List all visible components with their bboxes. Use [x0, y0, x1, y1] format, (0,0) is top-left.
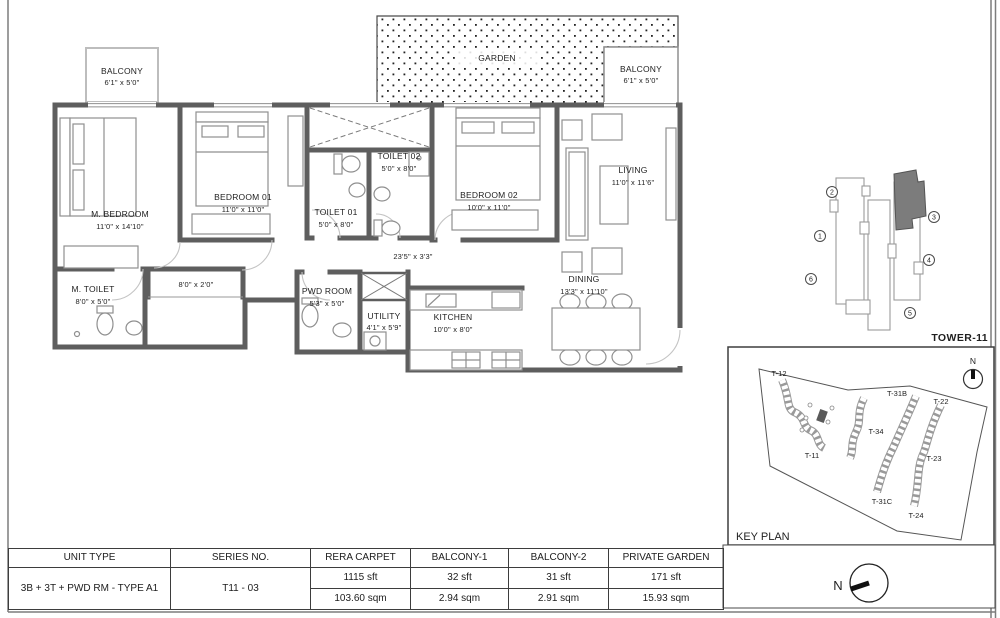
highlighted-unit [894, 170, 926, 230]
tower-label-t11: T-11 [804, 451, 820, 460]
header-balcony-2: BALCONY-2 [509, 549, 609, 568]
living-label: LIVING [618, 165, 648, 175]
kitchen-dims: 10'0" x 8'0" [433, 325, 473, 334]
rera-carpet-sqm: 103.60 sqm [311, 589, 411, 610]
dining-table-icon [552, 294, 640, 365]
toilet-01-label: TOILET 01 [314, 207, 358, 217]
header-rera-carpet: RERA CARPET [311, 549, 411, 568]
tower-label-t22: T-22 [933, 397, 949, 406]
unit-number-5: 5 [908, 310, 912, 318]
pwd-room-label: PWD ROOM [301, 286, 353, 296]
balcony-left [86, 48, 158, 102]
unit-number-3: 3 [932, 214, 936, 222]
compass-north-label: N [833, 578, 843, 593]
table-row [9, 568, 724, 589]
pwd-room-dims: 5'3" x 5'0" [309, 299, 345, 308]
m-toilet-label: M. TOILET [71, 284, 115, 294]
key-plan [728, 347, 994, 545]
toilet-02-label: TOILET 02 [377, 151, 421, 161]
washer-icon [364, 332, 386, 350]
tower-label-t31c: T-31C [871, 497, 893, 506]
garden-label: GARDEN [478, 53, 516, 63]
balcony2-sft: 31 sft [509, 568, 609, 589]
header-private-garden: PRIVATE GARDEN [609, 549, 724, 568]
header-balcony-1: BALCONY-1 [411, 549, 509, 568]
utility-label: UTILITY [367, 311, 401, 321]
bedroom-01-dims: 11'0" x 11'0" [221, 205, 265, 214]
header-unit-type: UNIT TYPE [9, 549, 171, 568]
compass-panel [723, 545, 995, 608]
bedroom-01-label: BEDROOM 01 [214, 192, 272, 202]
balcony2-sqm: 2.91 sqm [509, 589, 609, 610]
private-garden-sft: 171 sft [609, 568, 724, 589]
tower-label: TOWER-11 [931, 332, 988, 344]
bedroom-02-label: BEDROOM 02 [460, 190, 518, 200]
unit-number-2: 2 [830, 189, 834, 197]
tv-console-icon [666, 128, 676, 220]
washbasin-icon [349, 183, 365, 197]
unit-type-value: 3B + 3T + PWD RM - TYPE A1 [9, 568, 171, 610]
unit-number-1: 1 [818, 233, 822, 241]
tower-label-t34: T-34 [868, 427, 884, 436]
balcony-right-label: BALCONY [619, 64, 663, 74]
key-plan-north-label: N [969, 356, 977, 366]
series-no-value: T11 - 03 [171, 568, 311, 610]
private-garden-sqm: 15.93 sqm [609, 589, 724, 610]
dining-dims: 13'3" x 11'10" [560, 287, 608, 296]
toilet-02-dims: 5'0" x 8'0" [381, 164, 417, 173]
wardrobe-niche-dims: 8'0" x 2'0" [178, 280, 214, 289]
unit-number-6: 6 [809, 276, 813, 284]
living-dims: 11'0" x 11'6" [611, 178, 655, 187]
tower-label-t23: T-23 [926, 454, 942, 463]
entrance-gap [676, 328, 685, 366]
m-toilet-dims: 8'0" x 5'0" [75, 297, 111, 306]
tower-label-t12: T-12 [771, 369, 787, 378]
utility-dims: 4'1" x 5'9" [366, 323, 402, 332]
kitchen-label: KITCHEN [433, 312, 473, 322]
tower-label-t31b: T-31B [886, 389, 908, 398]
balcony1-sqm: 2.94 sqm [411, 589, 509, 610]
header-series-no: SERIES NO. [171, 549, 311, 568]
key-plan-title: KEY PLAN [736, 531, 790, 543]
washbasin-icon [374, 187, 390, 201]
table-header-row [9, 549, 724, 568]
balcony-right [604, 47, 678, 104]
balcony-left-dims: 6'1" x 5'0" [104, 78, 140, 87]
shower-icon [75, 332, 80, 337]
double-bed-icon [60, 118, 138, 268]
fridge-icon [492, 292, 520, 308]
dining-label: DINING [568, 274, 600, 284]
washbasin-icon [126, 321, 142, 335]
unit-area-table [8, 548, 724, 610]
washbasin-icon [333, 323, 351, 337]
tower-plate-diagram [806, 170, 989, 344]
balcony-left-label: BALCONY [100, 66, 144, 76]
rera-carpet-sft: 1115 sft [311, 568, 411, 589]
bedroom-02-dims: 10'0" x 11'0" [467, 203, 511, 212]
unit-number-4: 4 [927, 257, 931, 265]
m-bedroom-dims: 11'0" x 14'10" [96, 222, 144, 231]
corridor-dims: 23'5" x 3'3" [393, 252, 433, 261]
m-bedroom-label: M. BEDROOM [91, 209, 149, 219]
tower-label-t24: T-24 [908, 511, 924, 520]
balcony1-sft: 32 sft [411, 568, 509, 589]
toilet-01-dims: 5'0" x 8'0" [318, 220, 354, 229]
balcony-right-dims: 6'1" x 5'0" [623, 76, 659, 85]
